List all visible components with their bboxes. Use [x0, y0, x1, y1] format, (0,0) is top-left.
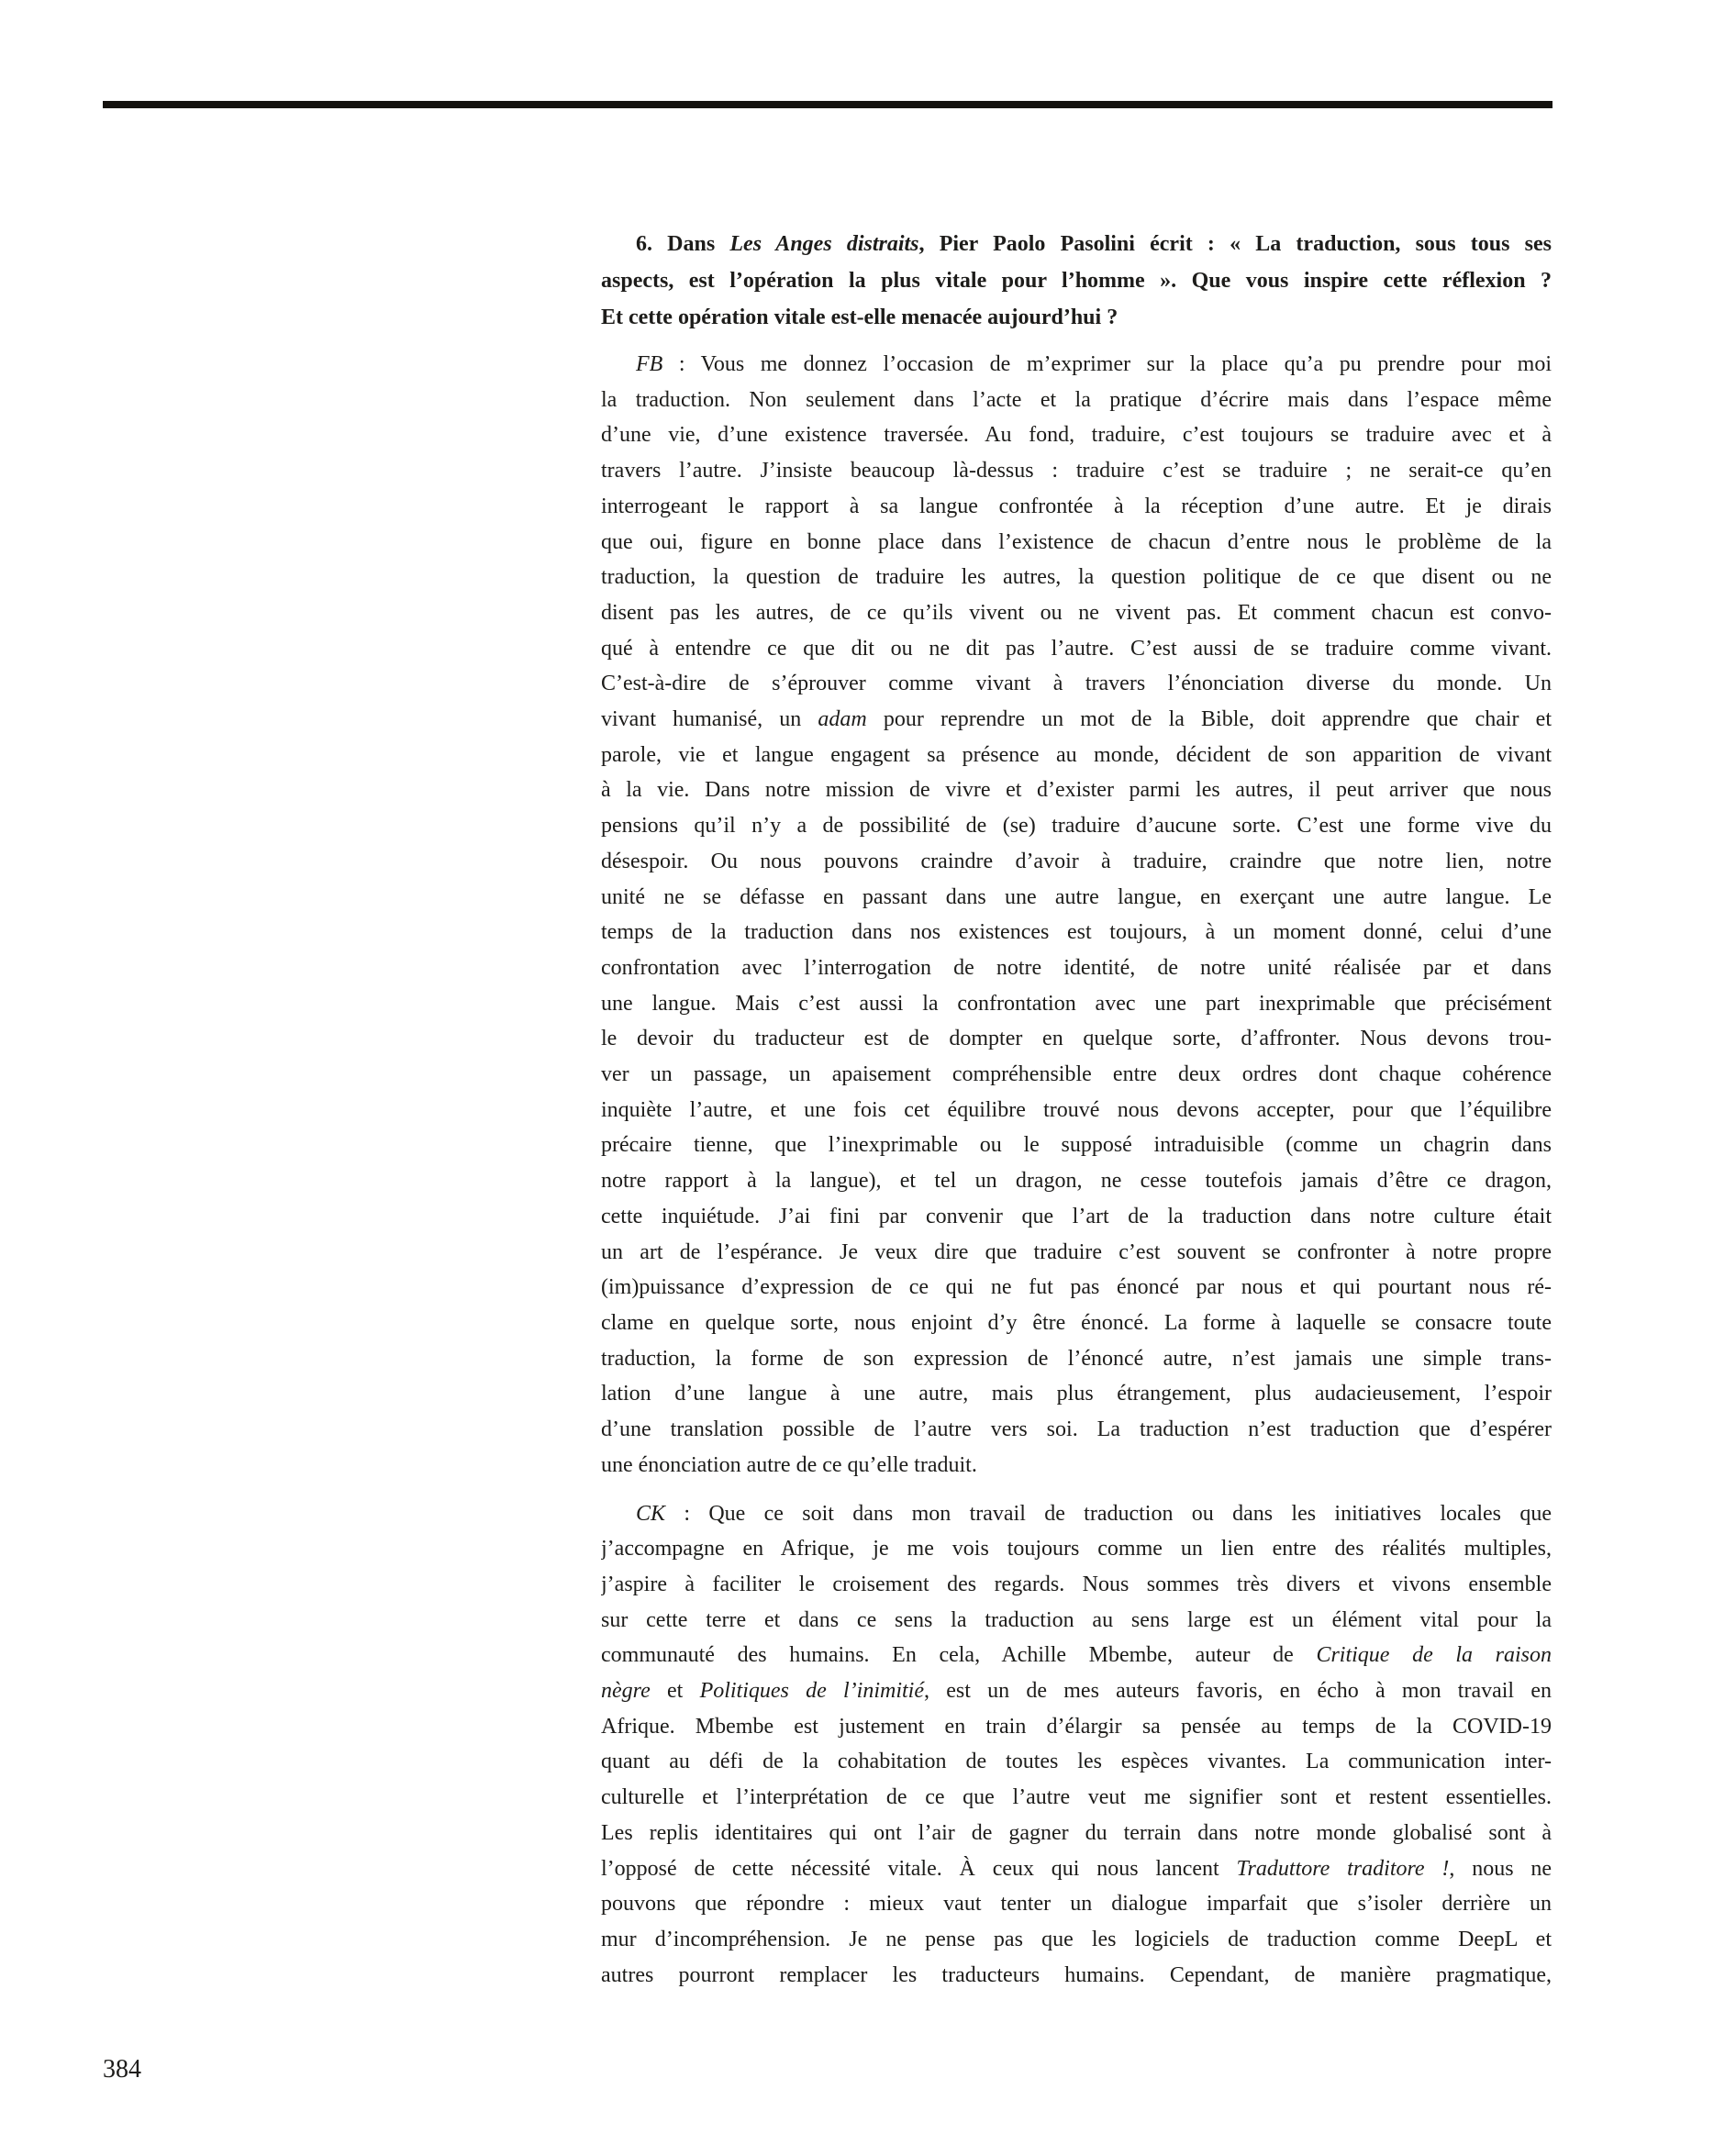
- text-segment: C’est-à-dire de s’éprouver comme vivant à travers l’énonciation diverse du monde. Un: [601, 672, 1552, 696]
- text-segment: un art de l’espérance. Je veux dire que traduire c’est souvent se confronter à notre propre: [601, 1239, 1552, 1264]
- text-segment: Politiques de l’inimitié: [699, 1679, 924, 1704]
- text-segment: mur d’incompréhension. Je ne pense pas que les logiciels de traduction comme DeepL et: [601, 1927, 1552, 1951]
- text-segment: pensions qu’il n’y a de possibilité de (se) traduire d’aucune sorte. C’est une forme vive du: [601, 814, 1552, 839]
- text-line: [601, 595, 1552, 631]
- answer-paragraph-ck: [601, 1496, 1552, 1994]
- text-segment: Afrique. Mbembe est justement en train d’élargir sa pensée au temps de la COVID-19: [601, 1714, 1552, 1739]
- text-segment: temps de la traduction dans nos existences est toujours, à un moment donné, celui d’une: [601, 920, 1552, 945]
- text-line: [601, 1163, 1552, 1199]
- text-line: [601, 1603, 1552, 1639]
- text-line: [601, 1376, 1552, 1412]
- text-segment: précaire tienne, que l’inexprimable ou le supposé intraduisible (comme un chagrin dans: [601, 1133, 1552, 1158]
- text-segment: à la vie. Dans notre mission de vivre et d’exister parmi les autres, il peut arriver que nous: [601, 778, 1552, 803]
- text-segment: Les replis identitaires qui ont l’air de gagner du terrain dans notre monde globalisé sont à: [601, 1820, 1552, 1845]
- text-segment: interrogeant le rapport à sa langue confrontée à la réception d’une autre. Et je dirais: [601, 494, 1552, 518]
- text-segment: cette inquiétude. J’ai fini par convenir que l’art de la traduction dans notre culture était: [601, 1204, 1552, 1228]
- text-line: [601, 1199, 1552, 1235]
- text-line: [601, 1412, 1552, 1448]
- text-line: [601, 1709, 1552, 1745]
- text-line: [601, 1673, 1552, 1709]
- text-line: [601, 844, 1552, 880]
- text-line: [601, 1531, 1552, 1567]
- text-segment: (im)puissance d’expression de ce qui ne fut pas énoncé par nous et qui pourtant nous ré-: [601, 1275, 1552, 1300]
- text-segment: adam: [818, 707, 867, 732]
- text-line: [601, 1886, 1552, 1922]
- text-line: [601, 525, 1552, 561]
- text-line: [601, 299, 1552, 336]
- text-line: [601, 347, 1552, 383]
- text-line: [601, 417, 1552, 453]
- text-segment: Critique de la raison: [1316, 1643, 1552, 1668]
- text-segment: aspects, est l’opération la plus vitale pour l’homme ». Que vous inspire cette réflexion ?: [601, 269, 1552, 293]
- text-segment: le devoir du traducteur est de dompter en quelque sorte, d’affronter. Nous devons trou-: [601, 1027, 1552, 1051]
- text-line: [601, 1638, 1552, 1673]
- text-segment: clame en quelque sorte, nous enjoint d’y être énoncé. La forme à laquelle se consacre toute: [601, 1310, 1552, 1335]
- text-segment: culturelle et l’interprétation de ce que l’autre veut me signifier sont et restent essentielles.: [601, 1785, 1552, 1810]
- text-segment: , nous ne: [1449, 1856, 1552, 1881]
- text-line: [601, 950, 1552, 986]
- text-segment: l’opposé de cette nécessité vitale. À ceux qui nous lancent: [601, 1856, 1237, 1881]
- text-line: [601, 1021, 1552, 1057]
- text-line: [601, 489, 1552, 525]
- text-segment: que oui, figure en bonne place dans l’existence de chacun d’entre nous le problème de la: [601, 529, 1552, 554]
- text-line: [601, 772, 1552, 808]
- text-line: [601, 1128, 1552, 1163]
- text-segment: Traduttore traditore !: [1236, 1856, 1450, 1881]
- text-segment: vivant humanisé, un: [601, 707, 818, 732]
- text-segment: confrontation avec l’interrogation de notre identité, de notre unité réalisée par et dans: [601, 955, 1552, 980]
- text-line: [601, 1816, 1552, 1851]
- text-line: [601, 1922, 1552, 1958]
- text-line: [601, 738, 1552, 773]
- text-segment: , est un de mes auteurs favoris, en écho à mon travail en: [924, 1679, 1552, 1704]
- text-segment: Les Anges distraits: [729, 232, 919, 256]
- text-segment: autres pourront remplacer les traducteurs humains. Cependant, de manière pragmatique,: [601, 1962, 1552, 1987]
- text-line: [601, 453, 1552, 489]
- text-line: [601, 383, 1552, 418]
- text-segment: pour reprendre un mot de la Bible, doit apprendre que chair et: [866, 707, 1552, 732]
- text-line: [601, 808, 1552, 844]
- text-segment: inquiète l’autre, et une fois cet équilibre trouvé nous devons accepter, pour que l’équilibre: [601, 1097, 1552, 1122]
- text-segment: , Pier Paolo Pasolini écrit : « La traduction, sous tous ses: [918, 232, 1552, 256]
- text-segment: traduction, la question de traduire les autres, la question politique de ce que disent ou ne: [601, 565, 1552, 590]
- text-segment: ver un passage, un apaisement compréhensible entre deux ordres dont chaque cohérence: [601, 1062, 1552, 1087]
- text-line: [601, 262, 1552, 299]
- text-line: [601, 666, 1552, 702]
- text-segment: 6. Dans: [636, 232, 730, 256]
- page-number: 384: [103, 2055, 141, 2084]
- text-segment: notre rapport à la langue), et tel un dragon, ne cesse toutefois jamais d’être ce dragon,: [601, 1169, 1552, 1194]
- text-line: [601, 1341, 1552, 1377]
- text-line: [601, 1744, 1552, 1780]
- top-rule: [103, 101, 1552, 108]
- text-segment: j’accompagne en Afrique, je me vois toujours comme un lien entre des réalités multiples,: [601, 1537, 1552, 1561]
- text-line: [601, 1496, 1552, 1532]
- text-segment: et: [650, 1679, 700, 1704]
- text-line: [601, 1093, 1552, 1128]
- text-line: [601, 1851, 1552, 1887]
- text-line: [601, 915, 1552, 950]
- interview-question: [601, 226, 1552, 336]
- text-segment: désespoir. Ou nous pouvons craindre d’avoir à traduire, craindre que notre lien, notre: [601, 849, 1552, 873]
- text-line: [601, 702, 1552, 738]
- text-segment: : Que ce soit dans mon travail de traduction ou dans les initiatives locales que: [665, 1501, 1552, 1526]
- text-line: [601, 1567, 1552, 1603]
- text-segment: une énonciation autre de ce qu’elle traduit.: [601, 1452, 977, 1477]
- text-segment: j’aspire à faciliter le croisement des regards. Nous sommes très divers et vivons ensemble: [601, 1572, 1552, 1596]
- text-segment: unité ne se défasse en passant dans une autre langue, en exerçant une autre langue. Le: [601, 884, 1552, 909]
- text-line: [601, 631, 1552, 667]
- text-segment: qué à entendre ce que dit ou ne dit pas l’autre. C’est aussi de se traduire comme vivant.: [601, 636, 1552, 661]
- text-segment: parole, vie et langue engagent sa présence au monde, décident de son apparition de vivant: [601, 742, 1552, 767]
- text-segment: nègre: [601, 1679, 651, 1704]
- text-line: [601, 1235, 1552, 1271]
- text-line: [601, 1306, 1552, 1341]
- answer-paragraph-fb: [601, 347, 1552, 1484]
- text-line: [601, 1448, 1552, 1484]
- text-line: [601, 1270, 1552, 1306]
- text-block: [601, 226, 1552, 1993]
- text-line: [601, 226, 1552, 262]
- text-segment: quant au défi de la cohabitation de toutes les espèces vivantes. La communication inter-: [601, 1750, 1552, 1774]
- text-line: [601, 880, 1552, 916]
- text-segment: Et cette opération vitale est-elle menacée aujourd’hui ?: [601, 306, 1118, 329]
- text-segment: une langue. Mais c’est aussi la confrontation avec une part inexprimable que précisément: [601, 991, 1552, 1016]
- text-line: [601, 1057, 1552, 1093]
- text-segment: d’une vie, d’une existence traversée. Au fond, traduire, c’est toujours se traduire avec et à: [601, 423, 1552, 448]
- text-segment: traduction, la forme de son expression de l’énoncé autre, n’est jamais une simple trans-: [601, 1346, 1552, 1371]
- text-segment: pouvons que répondre : mieux vaut tenter un dialogue imparfait que s’isoler derrière un: [601, 1892, 1552, 1917]
- text-line: [601, 1958, 1552, 1994]
- text-segment: CK: [636, 1501, 666, 1526]
- text-segment: FB: [636, 352, 663, 376]
- text-line: [601, 986, 1552, 1022]
- text-segment: communauté des humains. En cela, Achille Mbembe, auteur de: [601, 1643, 1317, 1668]
- text-line: [601, 1780, 1552, 1816]
- text-segment: la traduction. Non seulement dans l’acte et la pratique d’écrire mais dans l’espace même: [601, 387, 1552, 412]
- text-segment: : Vous me donnez l’occasion de m’exprimer sur la place qu’a pu prendre pour moi: [662, 352, 1552, 376]
- text-segment: travers l’autre. J’insiste beaucoup là-dessus : traduire c’est se traduire ; ne serait-ce qu’en: [601, 459, 1552, 483]
- text-segment: sur cette terre et dans ce sens la traduction au sens large est un élément vital pour la: [601, 1607, 1552, 1632]
- text-segment: d’une translation possible de l’autre vers soi. La traduction n’est traduction que d’espérer: [601, 1417, 1552, 1442]
- text-line: [601, 560, 1552, 595]
- text-segment: lation d’une langue à une autre, mais plus étrangement, plus audacieusement, l’espoir: [601, 1382, 1552, 1406]
- text-segment: disent pas les autres, de ce qu’ils vivent ou ne vivent pas. Et comment chacun est convo-: [601, 600, 1552, 625]
